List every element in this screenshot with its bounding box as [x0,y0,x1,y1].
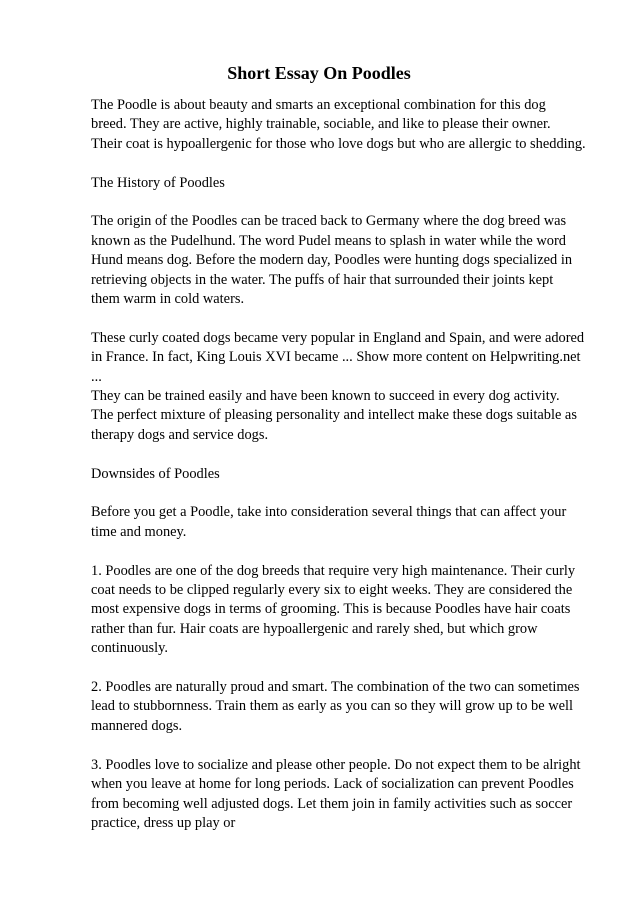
text-line: time and money. [91,523,187,540]
paragraph-point-1 [91,562,601,659]
text-line: therapy dogs and service dogs. [91,426,269,443]
paragraph-point-2 [91,678,601,736]
text-line: The History of Poodles [91,174,225,191]
text-line: when you leave at home for long periods. Lack of socialization can prevent Poodles [91,776,574,793]
text-line: in France. In fact, King Louis XVI became ... Show more content on Helpwriting.net [91,349,581,366]
paragraph-origin [91,212,601,309]
paragraph-intro [91,96,601,154]
text-line: Their coat is hypoallergenic for those who love dogs but who are allergic to shedding. [91,135,586,152]
text-line: The origin of the Poodles can be traced back to Germany where the dog breed was [91,213,567,230]
text-line: The perfect mixture of pleasing personality and intellect make these dogs suitable as [91,407,577,424]
text-line: continuously. [91,640,169,657]
text-line: them warm in cold waters. [91,291,245,308]
paragraph-downsides-heading [91,465,601,484]
text-line: 3. Poodles love to socialize and please other people. Do not expect them to be alright [91,756,581,773]
text-line: lead to stubbornness. Train them as early as you can so they will grow up to be well [91,698,574,715]
text-line: Downsides of Poodles [91,465,220,482]
essay-body [91,96,601,853]
text-line: rather than fur. Hair coats are hypoallergenic and rarely shed, but which grow [91,620,538,637]
text-line: 2. Poodles are naturally proud and smart. The combination of the two can sometimes [91,679,580,696]
text-line: coat needs to be clipped regularly every six to eight weeks. They are considered the [91,582,573,599]
text-line: mannered dogs. [91,717,183,734]
paragraph-popularity [91,329,601,445]
text-line: ... [91,368,102,385]
text-line: from becoming well adjusted dogs. Let them join in family activities such as soccer [91,795,573,812]
text-line: retrieving objects in the water. The puffs of hair that surrounded their joints kept [91,271,554,288]
text-line: practice, dress up play or [91,814,236,831]
text-line: 1. Poodles are one of the dog breeds that require very high maintenance. Their curly [91,562,576,579]
text-line: most expensive dogs in terms of grooming. This is because Poodles have hair coats [91,601,571,618]
paragraph-before [91,503,601,542]
text-line: Hund means dog. Before the modern day, Poodles were hunting dogs specialized in [91,252,573,269]
text-line: Before you get a Poodle, take into consideration several things that can affect your [91,504,567,521]
paragraph-point-3 [91,756,601,834]
page-title: Short Essay On Poodles [227,63,411,83]
text-line: known as the Pudelhund. The word Pudel means to splash in water while the word [91,232,566,249]
text-line: They can be trained easily and have been known to succeed in every dog activity. [91,388,560,405]
text-line: The Poodle is about beauty and smarts an exceptional combination for this dog [91,97,546,113]
paragraph-history-heading [91,174,601,193]
text-line: breed. They are active, highly trainable, sociable, and like to please their owner. [91,116,551,133]
text-line: These curly coated dogs became very popular in England and Spain, and were adored [91,329,585,346]
